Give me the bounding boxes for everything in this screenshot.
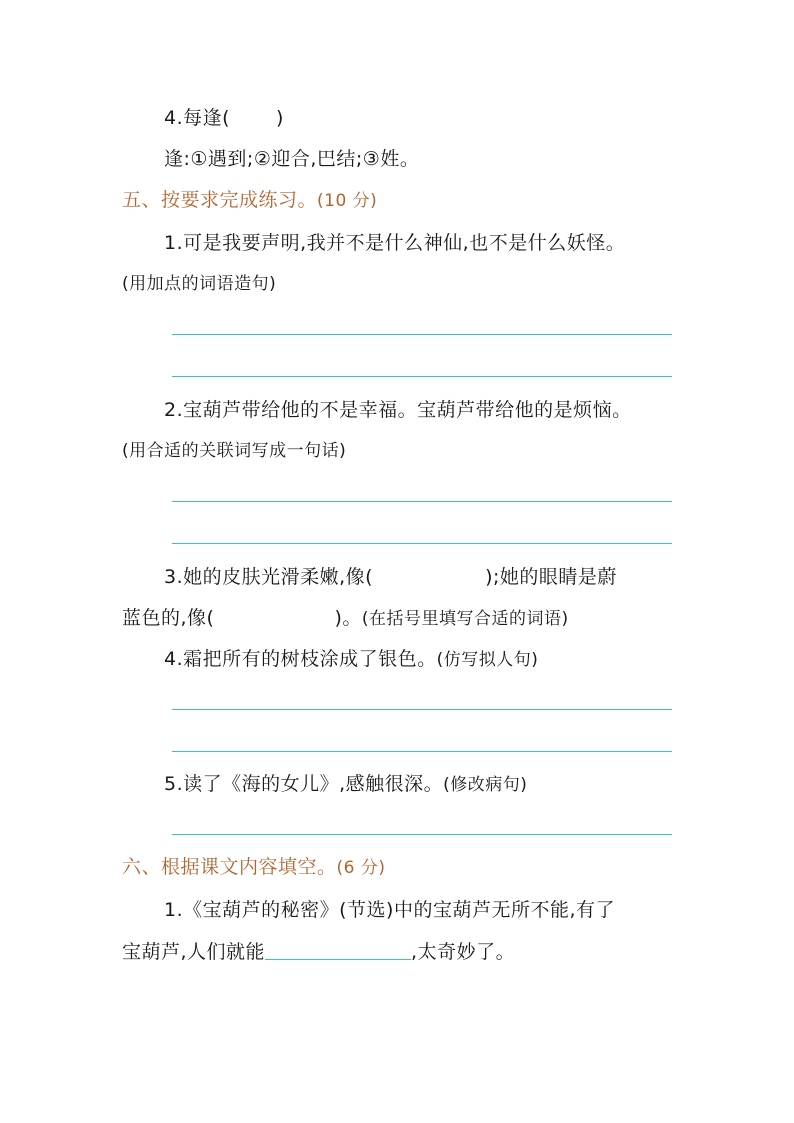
s5-item3-part3: 蓝色的,像( [122, 607, 215, 629]
section5-score: (10 分) [317, 191, 378, 211]
q4-meifeng-line [164, 106, 284, 130]
answer-line[interactable] [172, 501, 672, 502]
s5-item5-instruction: (修改病句) [443, 775, 528, 795]
s6-item1-line2 [122, 940, 515, 964]
answer-line[interactable] [172, 334, 672, 335]
answer-line[interactable] [172, 834, 672, 835]
q4-meifeng-text: 4.每逢( [164, 107, 231, 129]
answer-line[interactable] [172, 376, 672, 377]
s5-item3-line1 [164, 565, 617, 589]
s5-item3-line2 [122, 606, 569, 631]
s5-item3-instruction: (在括号里填写合适的词语) [361, 609, 569, 629]
fill-blank-line[interactable] [265, 941, 411, 960]
s5-item2-sentence: 2.宝葫芦带给他的不是幸福。宝葫芦带给他的是烦恼。 [164, 399, 632, 421]
q4-meifeng-options: 逢:①遇到;②迎合,巴结;③姓。 [164, 148, 420, 170]
s6-item1-line1: 1.《宝葫芦的秘密》(节选)中的宝葫芦无所不能,有了 [164, 899, 615, 921]
s6-item1-line2b: ,太奇妙了。 [411, 941, 516, 963]
section5-title: 五、按要求完成练习。 [122, 189, 318, 211]
s5-item2-instruction: (用合适的关联词写成一句话) [122, 441, 347, 461]
s5-item3-part2: );她的眼睛是蔚 [485, 566, 617, 588]
s5-item1-instruction: (用加点的词语造句) [122, 274, 277, 294]
s5-item4-instruction: (仿写拟人句) [436, 650, 539, 670]
s5-item5-line [164, 772, 527, 797]
section6-heading [122, 855, 386, 880]
answer-line[interactable] [172, 543, 672, 544]
q4-meifeng-close: ) [276, 107, 284, 129]
section5-heading [122, 188, 377, 213]
s5-item3-part1: 3.她的皮肤光滑柔嫩,像( [164, 566, 374, 588]
s6-item1-line2a: 宝葫芦,人们就能 [122, 941, 266, 963]
section6-title: 六、根据课文内容填空。 [122, 856, 337, 878]
s5-item4-sentence: 4.霜把所有的树枝涂成了银色。 [164, 648, 437, 670]
s5-item1-sentence: 1.可是我要声明,我并不是什么神仙,也不是什么妖怪。 [164, 232, 626, 254]
s5-item4-line [164, 647, 538, 672]
answer-line[interactable] [172, 709, 672, 710]
section6-score: (6 分) [336, 858, 386, 878]
answer-line[interactable] [172, 751, 672, 752]
s5-item3-part4: )。 [334, 607, 362, 629]
s5-item5-sentence: 5.读了《海的女儿》,感触很深。 [164, 773, 444, 795]
